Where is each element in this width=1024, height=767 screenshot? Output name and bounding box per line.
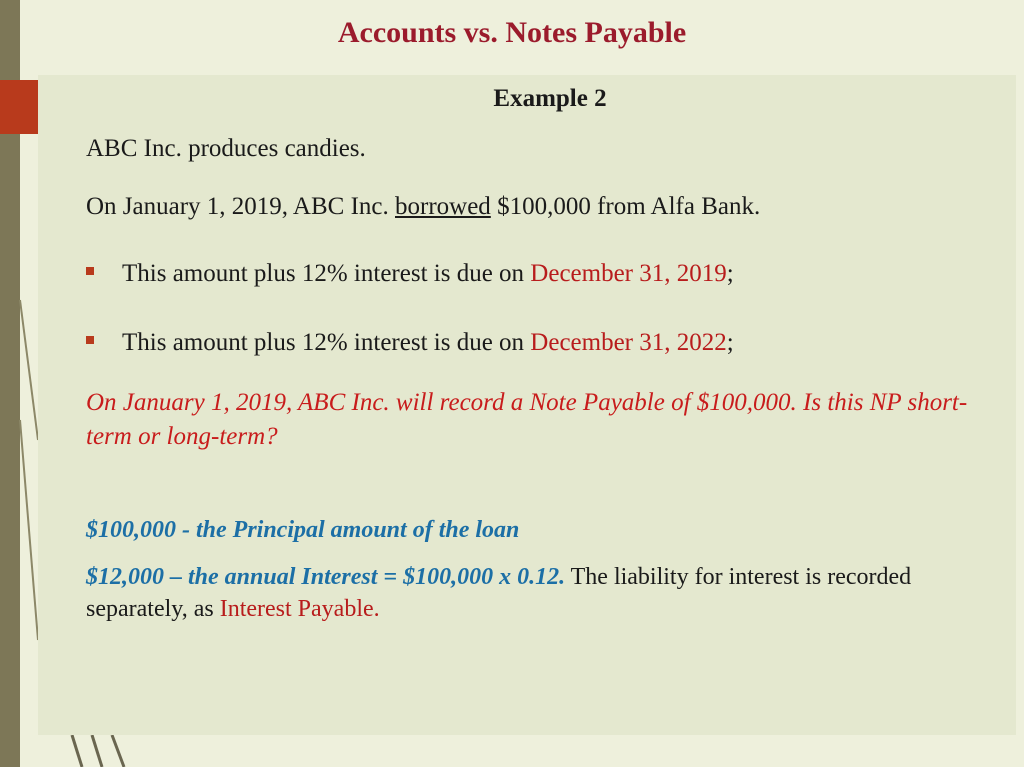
slide-title: Accounts vs. Notes Payable [337,16,687,49]
bullet-date: December 31, 2022 [530,329,727,356]
bullet-end: ; [726,329,734,356]
example-heading: Example 2 [493,85,607,112]
square-bullet-icon [86,336,94,344]
interest-emphasis: $12,000 – the annual Interest = $100,000 x 0.12. [86,564,566,590]
company-statement: ABC Inc. produces candies. [86,135,366,162]
bullet-text: This amount plus 12% interest is due on [122,329,531,356]
borrowing-text-before: On January 1, 2019, ABC Inc. [86,193,395,220]
borrowing-statement [86,193,760,221]
accent-block-decoration [0,80,38,134]
interest-plain-text: The liability for interest is recorded separately, as [86,564,912,622]
bullet-item [86,329,734,357]
interest-note [86,561,991,625]
bullet-item [86,260,734,288]
bullet-end: ; [726,260,734,287]
borrowing-text-after: $100,000 from Alfa Bank. [490,193,761,220]
bullet-text: This amount plus 12% interest is due on [122,260,531,287]
borrowed-term: borrowed [395,193,491,220]
square-bullet-icon [86,267,94,275]
question-text: On January 1, 2019, ABC Inc. will record a Note Payable of $100,000. Is this NP short-term or long-term? [86,389,968,450]
interest-payable-term: Interest Payable. [219,596,380,622]
principal-note: $100,000 - the Principal amount of the loan [86,517,520,543]
bullet-date: December 31, 2019 [530,260,727,287]
